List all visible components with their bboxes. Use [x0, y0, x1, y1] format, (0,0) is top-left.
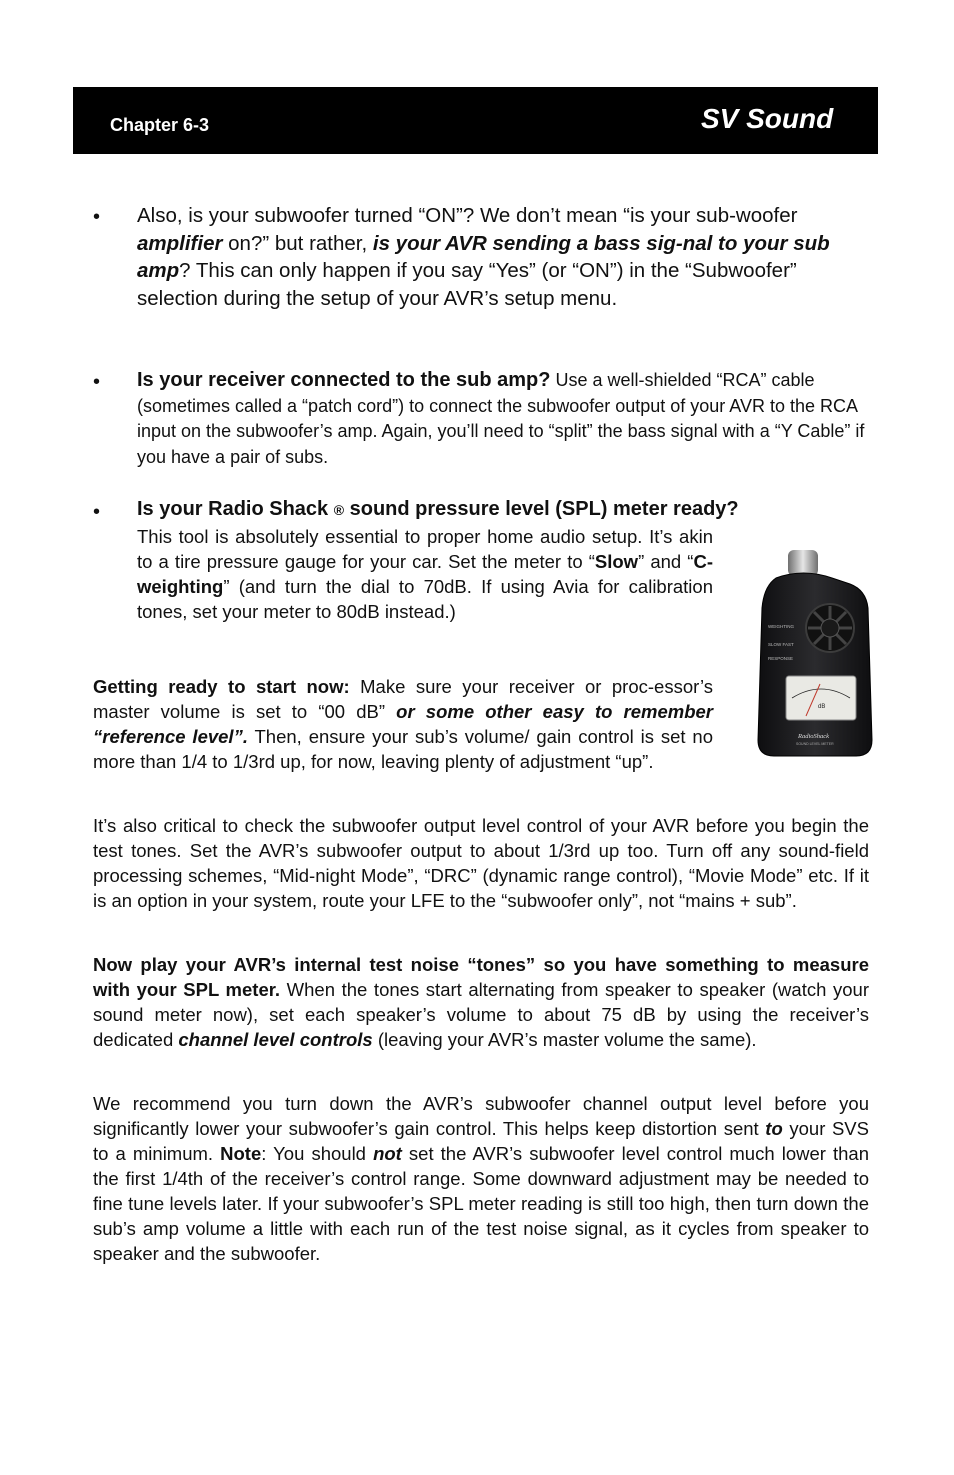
meter-body	[758, 573, 872, 756]
meter-unit: dB	[818, 704, 826, 710]
paragraph-recommend: We recommend you turn down the AVR’s subwoofer channel output level before you significantly lower your subwoofer’s gain control. This helps keep distortion sent to your SVS to a minimum. Note: You should not set the AVR’s subwoofer level control much lower than the first 1/4th of the receiver’s control range. Some downward adjustment may be needed to fine tune levels later. If your subwoofer’s SPL meter reading is still too high, then turn down the sub’s amp volume a little with each run of the test noise signal, as it cycles from speaker to speaker and the subwoofer.	[93, 1093, 870, 1264]
paragraph-critical: It’s also critical to check the subwoofer output level control of your AVR before you begin the test tones. Set the AVR’s subwoofer output to about 1/3rd up too. Turn off any sound-field processing schemes, “Mid-night Mode”, “DRC” (dynamic range control), “Movie Mode” etc. If it is an option in your system, route your LFE to the “subwoofer only”, not “mains + sub”.	[93, 815, 869, 911]
slow-fast-label: SLOW FAST	[768, 642, 794, 647]
bullet-spl-meter-heading: Is your Radio Shack ® sound pressure level (SPL) meter ready?	[137, 498, 739, 520]
bullet-dot: •	[93, 206, 101, 228]
paragraph-getting-ready: Getting ready to start now: Make sure your receiver or proc-essor’s master volume is set to “00 dB” or some other easy to remember “reference level”. Then, ensure your sub’s volume/ gain control is set no more than 1/4 to 1/3rd up, for now, leaving plenty of adjustment “up”.	[93, 676, 714, 772]
weighting-label: WEIGHTING	[768, 624, 794, 629]
spl-meter-image	[748, 548, 882, 760]
meter-face	[786, 676, 856, 720]
meter-brand: RadioShack	[798, 733, 830, 740]
paragraph-tool: This tool is absolutely essential to proper home audio setup. It’s akin to a tire pressure gauge for your car. Set the meter to “Slow” and “C-weighting” (and turn the dial to 70dB. If using Avia for calibration tones, set your meter to 80dB instead.)	[137, 526, 713, 622]
bullet-receiver-connected: Is your receiver connected to the sub amp? Use a well-shielded “RCA” cable (sometimes called a “patch cord”) to connect the subwoofer output of your AVR to the RCA input on the subwoofer’s amp. Again, you’ll need to “split” the bass signal with a “Y Cable” if you have a pair of subs.	[137, 369, 865, 467]
response-label: RESPONSE	[768, 656, 794, 661]
chapter-label: Chapter 6-3	[110, 115, 210, 135]
microphone-capsule	[788, 550, 818, 576]
brand-title: SV Sound	[701, 103, 834, 134]
meter-model: SOUND LEVEL METER	[796, 742, 834, 746]
page-header	[73, 87, 878, 154]
bullet-dot: •	[93, 501, 101, 523]
bullet-dot: •	[93, 371, 101, 393]
bullet-subwoofer-on: Also, is your subwoofer turned “ON”? We don’t mean “is your sub-woofer amplifier on?” but rather, is your AVR sending a bass sig-nal to your sub amp? This can only happen if you say “Yes” (or “ON”) in the “Subwoofer” selection during the setup of your AVR’s setup menu.	[137, 204, 830, 311]
paragraph-test-tones: Now play your AVR’s internal test noise “tones” so you have something to measure with your SPL meter. When the tones start alternating from speaker to speaker (watch your sound meter now), set each speaker’s volume to about 75 dB by using the receiver’s dedicated channel level controls (leaving your AVR’s master volume the same).	[93, 954, 869, 1050]
